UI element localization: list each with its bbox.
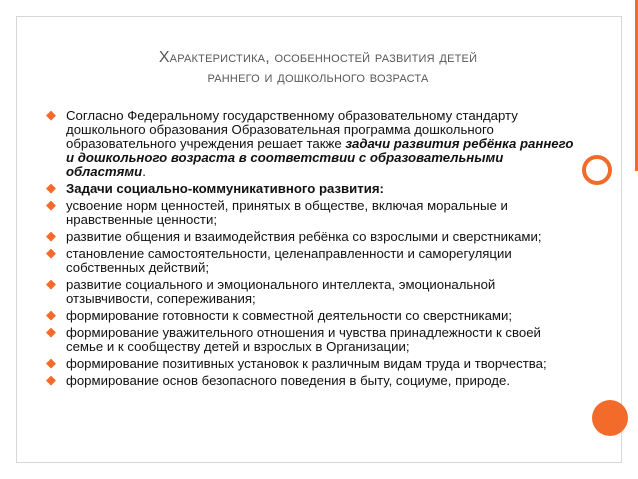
list-item — [44, 278, 574, 306]
diamond-bullet-icon: ◆ — [46, 307, 56, 322]
slide-title — [48, 48, 588, 88]
list-item-text: развитие общения и взаимодействия ребёнка со взрослыми и сверстниками; — [66, 229, 542, 244]
slide-title-line-1: Характеристика, особенностей развития детей — [158, 49, 478, 66]
list-item-text: формирование уважительного отношения и чувства принадлежности к своей семье и к сообществу детей и взрослых в Организации; — [66, 325, 541, 354]
tasks-header-text: Задачи социально-коммуникативного развития: — [66, 181, 384, 196]
list-item — [44, 309, 574, 323]
diamond-bullet-icon: ◆ — [46, 107, 56, 122]
tasks-header — [44, 182, 574, 196]
diamond-bullet-icon: ◆ — [46, 372, 56, 387]
diamond-bullet-icon: ◆ — [46, 228, 56, 243]
list-item — [44, 326, 574, 354]
intro-emphasis: задачи развития ребёнка раннего и дошкольного возраста в соответствии с образовательными областями — [66, 136, 574, 179]
list-item-text: формирование позитивных установок к различным видам труда и творчества; — [66, 356, 547, 371]
diamond-bullet-icon: ◆ — [46, 355, 56, 370]
list-item-text: усвоение норм ценностей, принятых в обществе, включая моральные и нравственные ценности; — [66, 198, 508, 227]
slide-title-line-2: раннего и дошкольного возраста — [207, 69, 429, 86]
list-item-intro — [44, 109, 574, 179]
list-item — [44, 199, 574, 227]
diamond-bullet-icon: ◆ — [46, 197, 56, 212]
list-item-text: формирование основ безопасного поведения в быту, социуме, природе. — [66, 373, 510, 388]
intro-ending: . — [142, 164, 146, 179]
accent-dot-icon — [592, 400, 628, 436]
diamond-bullet-icon: ◆ — [46, 276, 56, 291]
list-item-text: формирование готовности к совместной деятельности со сверстниками; — [66, 308, 513, 323]
diamond-bullet-icon: ◆ — [46, 324, 56, 339]
list-item — [44, 247, 574, 275]
list-item — [44, 357, 574, 371]
list-item-text: становление самостоятельности, целенаправленности и саморегуляции собственных действий; — [66, 246, 512, 275]
list-item-text: развитие социального и эмоционального интеллекта, эмоциональной отзывчивости, сопереживания; — [66, 277, 496, 306]
list-item — [44, 230, 574, 244]
intro-text: Согласно Федеральному государственному образовательному стандарту дошкольного образования Образовательная программа дошкольного образовательного учреждения решает также — [66, 108, 518, 151]
diamond-bullet-icon: ◆ — [46, 245, 56, 260]
bullet-list — [44, 109, 574, 391]
diamond-bullet-icon: ◆ — [46, 180, 56, 195]
list-item — [44, 374, 574, 388]
accent-circle-icon — [582, 155, 612, 185]
